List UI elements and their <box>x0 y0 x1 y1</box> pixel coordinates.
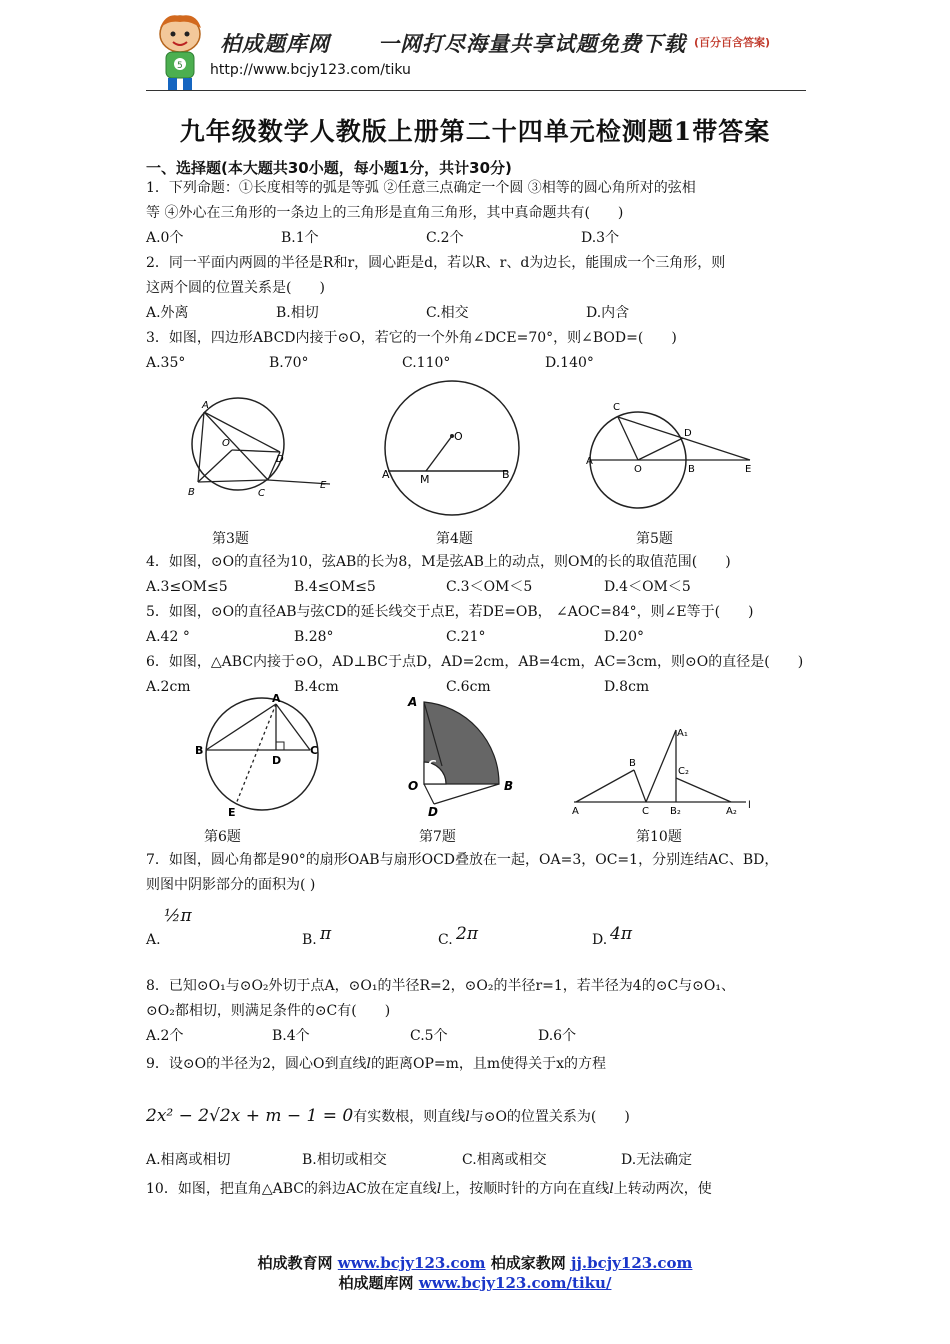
q3-option-a: A.35° <box>146 355 186 371</box>
q7-option-a: A. <box>146 932 161 948</box>
figure-10-diagram <box>566 720 762 820</box>
q2-option-a: A.外离 <box>146 305 189 321</box>
question-5-text: 5．如图，⊙O的直径AB与弦CD的延长线交于点E，若DE=OB， ∠AOC=84°，则∠E等于( ) <box>146 604 754 620</box>
fig10-label-c: C <box>642 806 649 817</box>
question-7-text-cont: 则图中阴影部分的面积为( ) <box>146 877 316 893</box>
caption-figure-7: 第7题 <box>419 829 456 845</box>
fig10-label-l: l <box>748 800 751 811</box>
question-10-text <box>146 1179 712 1199</box>
q1-option-d: D.3个 <box>581 230 620 246</box>
q4-option-b: B.4≤OM≤5 <box>294 579 376 595</box>
footer-link-tutor[interactable]: jj.bcjy123.com <box>571 1254 693 1272</box>
q5-option-c: C.21° <box>446 629 486 645</box>
fig6-label-a: A <box>272 694 281 705</box>
q5-option-b: B.28° <box>294 629 334 645</box>
question-2-text-cont: 这两个圆的位置关系是( ) <box>146 280 325 296</box>
q9-option-d: D.无法确定 <box>621 1152 693 1168</box>
footer-site-3: 柏成题库网 <box>338 1274 414 1292</box>
q10-var-l: l <box>436 1181 442 1197</box>
question-3-text: 3．如图，四边形ABCD内接于⊙O，若它的一个外角∠DCE=70°，则∠BOD=( ) <box>146 330 677 346</box>
q10-var-l-2: l <box>609 1181 614 1197</box>
question-2-text: 2．同一平面内两圆的半径是R和r，圆心距是d，若以R、r、d为边长，能围成一个三角形，则 <box>146 255 726 271</box>
footer-link-main[interactable]: www.bcjy123.com <box>337 1254 486 1272</box>
fig6-label-c: C <box>310 744 319 757</box>
q6-option-a: A.2cm <box>146 679 191 695</box>
figure-7-diagram <box>404 694 524 820</box>
fig5-label-o: O <box>634 464 642 475</box>
q7-option-a-math: ½π <box>164 906 192 926</box>
fig5-label-b: B <box>688 464 695 475</box>
q6-option-c: C.6cm <box>446 679 491 695</box>
site-url[interactable]: http://www.bcjy123.com/tiku <box>210 62 411 78</box>
fig5-label-e: E <box>745 464 752 475</box>
fig10-label-b2: B₂ <box>670 806 681 817</box>
fig10-label-b: B <box>629 758 636 769</box>
q9-var-l-2: l <box>465 1109 470 1125</box>
q8-option-a: A.2个 <box>146 1028 184 1044</box>
q4-option-a: A.3≤OM≤5 <box>146 579 228 595</box>
footer-link-tiku[interactable]: www.bcjy123.com/tiku/ <box>418 1274 612 1292</box>
q8-option-c: C.5个 <box>410 1028 448 1044</box>
fig6-label-e: E <box>228 806 236 819</box>
q5-option-a: A.42 ° <box>146 629 190 645</box>
q9-var-l: l <box>366 1056 371 1072</box>
fig3-label-a: A <box>202 400 209 411</box>
fig5-label-d: D <box>684 428 692 439</box>
figure-4-diagram <box>380 376 525 516</box>
fig7-label-c: C <box>428 758 437 771</box>
q7-option-b: B. <box>302 932 317 948</box>
q9-text-part1: 9．设⊙O的半径为2，圆心O到直线 <box>146 1056 367 1072</box>
q8-option-d: D.6个 <box>538 1028 577 1044</box>
fig3-label-d: D <box>276 454 284 465</box>
q10-text-part3: 上转动两次，使 <box>613 1181 712 1197</box>
q7-option-d: D. <box>592 932 608 948</box>
section-heading: 一、选择题(本大题共30小题，每小题1分，共计30分) <box>146 159 512 177</box>
q5-option-d: D.20° <box>604 629 644 645</box>
svg-text:5: 5 <box>177 61 183 71</box>
fig7-label-o: O <box>408 779 419 793</box>
fig4-label-b: B <box>502 468 510 481</box>
question-8-text-cont: ⊙O₂都相切，则满足条件的⊙C有( ) <box>146 1003 391 1019</box>
q2-option-b: B.相切 <box>276 305 319 321</box>
figure-6-diagram <box>192 694 326 820</box>
q7-option-b-math: π <box>320 924 332 944</box>
fig3-label-c: C <box>258 488 265 499</box>
figure-5-diagram <box>580 392 760 510</box>
q4-option-d: D.4＜OM＜5 <box>604 579 691 595</box>
q9-option-a: A.相离或相切 <box>146 1152 231 1168</box>
q2-option-d: D.内含 <box>586 305 630 321</box>
q3-option-b: B.70° <box>269 355 309 371</box>
fig3-label-b: B <box>188 487 195 498</box>
q3-option-d: D.140° <box>545 355 594 371</box>
question-9-text <box>146 1054 606 1074</box>
fig6-label-d: D <box>272 754 282 767</box>
caption-figure-5: 第5题 <box>636 531 673 547</box>
q1-option-a: A.0个 <box>146 230 184 246</box>
q8-option-b: B.4个 <box>272 1028 310 1044</box>
question-1-text-cont: 等 ④外心在三角形的一条边上的三角形是直角三角形，其中真命题共有( ) <box>146 205 624 221</box>
footer-line-1 <box>0 1252 950 1273</box>
q7-option-c: C. <box>438 932 453 948</box>
q9-text-part4: 与⊙O的位置关系为( ) <box>469 1109 630 1125</box>
mascot-logo-icon <box>146 10 216 92</box>
fig3-label-e: E <box>320 480 327 491</box>
q1-option-c: C.2个 <box>426 230 464 246</box>
fig5-label-a: A <box>586 456 593 467</box>
site-name: 柏成题库网 <box>220 32 330 56</box>
q1-option-b: B.1个 <box>281 230 319 246</box>
site-slogan: 一网打尽海量共享试题免费下载 <box>378 32 686 56</box>
question-6-text: 6．如图，△ABC内接于⊙O，AD⊥BC于点D，AD=2cm，AB=4cm，AC=3cm，则⊙O的直径是( ) <box>146 654 804 670</box>
q10-text-part1: 10．如图，把直角△ABC的斜边AC放在定直线 <box>146 1181 437 1197</box>
header-divider <box>146 90 806 91</box>
q4-option-c: C.3＜OM＜5 <box>446 579 533 595</box>
fig7-label-a: A <box>408 695 418 709</box>
fig7-label-b: B <box>504 779 514 793</box>
q3-option-c: C.110° <box>402 355 451 371</box>
fig3-label-o: O <box>222 438 230 449</box>
fig4-label-a: A <box>382 468 390 481</box>
q2-option-c: C.相交 <box>426 305 469 321</box>
question-1-text: 1．下列命题：①长度相等的弧是等弧 ②任意三点确定一个圆 ③相等的圆心角所对的弦相 <box>146 180 696 196</box>
answer-badge: (百分百含答案) <box>694 36 771 49</box>
question-9-equation-line <box>146 1106 630 1127</box>
question-7-text: 7．如图，圆心角都是90°的扇形OAB与扇形OCD叠放在一起，OA=3，OC=1，分别连结AC、BD， <box>146 852 779 868</box>
page-title: 九年级数学人教版上册第二十四单元检测题1带答案 <box>179 117 771 146</box>
fig10-label-a2: A₂ <box>726 806 737 817</box>
fig7-label-d: D <box>428 805 438 819</box>
fig10-label-c2: C₂ <box>678 766 689 777</box>
site-header-banner <box>146 10 806 92</box>
q9-equation: 2x² − 2√2x + m − 1 = 0 <box>146 1106 354 1126</box>
fig10-label-a: A <box>572 806 579 817</box>
caption-figure-4: 第4题 <box>436 531 473 547</box>
caption-figure-3: 第3题 <box>212 531 249 547</box>
footer-line-2 <box>0 1272 950 1293</box>
caption-figure-6: 第6题 <box>204 829 241 845</box>
fig4-label-o: O <box>454 430 463 443</box>
q9-text-part3: 有实数根，则直线 <box>353 1109 466 1125</box>
fig4-label-m: M <box>420 473 430 486</box>
q9-option-c: C.相离或相交 <box>462 1152 547 1168</box>
caption-figure-10: 第10题 <box>636 829 682 845</box>
q9-text-part2: 的距离OP=m，且m使得关于x的方程 <box>370 1056 607 1072</box>
figure-3-diagram <box>170 392 340 510</box>
q6-option-d: D.8cm <box>604 679 650 695</box>
q6-option-b: B.4cm <box>294 679 339 695</box>
footer-site-2: 柏成家教网 <box>490 1254 566 1272</box>
fig10-label-a1: A₁ <box>677 728 688 739</box>
footer-site-1: 柏成教育网 <box>257 1254 333 1272</box>
fig5-label-c: C <box>613 402 620 413</box>
question-4-text: 4．如图，⊙O的直径为10，弦AB的长为8，M是弦AB上的动点，则OM的长的取值范围( ) <box>146 554 731 570</box>
q10-text-part2: 上，按顺时针的方向在直线 <box>441 1181 610 1197</box>
q9-option-b: B.相切或相交 <box>302 1152 387 1168</box>
q7-option-c-math: 2π <box>456 924 478 944</box>
fig6-label-b: B <box>195 744 204 757</box>
q7-option-d-math: 4π <box>610 924 632 944</box>
question-8-text: 8．已知⊙O₁与⊙O₂外切于点A，⊙O₁的半径R=2，⊙O₂的半径r=1，若半径为4的⊙C与⊙O₁、 <box>146 978 735 994</box>
